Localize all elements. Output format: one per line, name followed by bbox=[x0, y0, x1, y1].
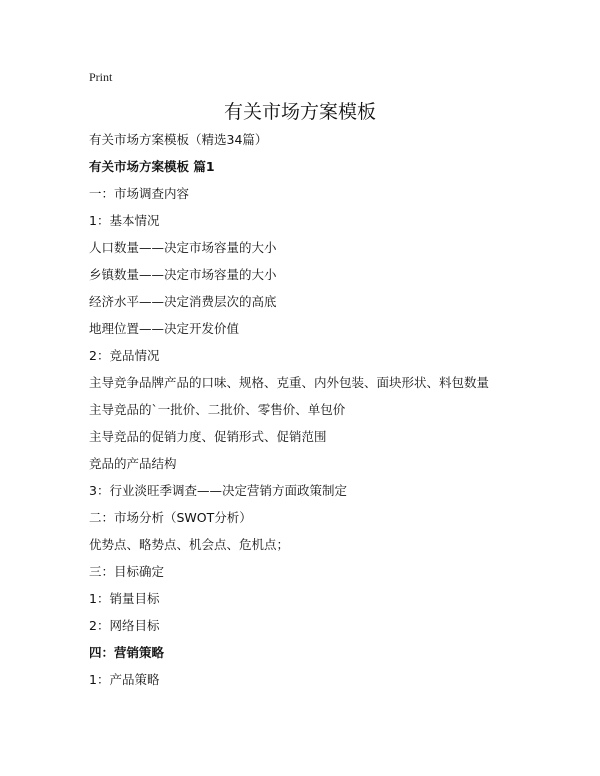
document-title: 有关市场方案模板 bbox=[223, 101, 376, 123]
paragraph-line: 主导竞品的`一批价、二批价、零售价、单包价 bbox=[89, 402, 346, 417]
paragraph-line: 优势点、略势点、机会点、危机点； bbox=[89, 537, 290, 552]
paragraph-line: 竞品的产品结构 bbox=[89, 456, 177, 471]
paragraph-line: 1：基本情况 bbox=[89, 213, 160, 228]
paragraph-line: 一：市场调查内容 bbox=[89, 186, 190, 201]
paragraph-line: 经济水平——决定消费层次的高底 bbox=[89, 294, 277, 309]
paragraph-line: 3：行业淡旺季调查——决定营销方面政策制定 bbox=[89, 483, 347, 498]
paragraph-line: 1：销量目标 bbox=[89, 591, 160, 606]
paragraph-line: 二：市场分析（SWOT分析） bbox=[89, 510, 252, 525]
paragraph-line: 乡镇数量——决定市场容量的大小 bbox=[89, 267, 277, 282]
paragraph-line: 有关市场方案模板（精选34篇） bbox=[89, 132, 268, 147]
paragraph-line: 主导竞争品牌产品的口味、规格、克重、内外包装、面块形状、料包数量 bbox=[89, 375, 490, 390]
document-body bbox=[89, 126, 569, 693]
paragraph-line: 主导竞品的促销力度、促销形式、促销范围 bbox=[89, 429, 327, 444]
section-heading: 四：营销策略 bbox=[89, 645, 165, 660]
print-label: Print bbox=[89, 70, 113, 84]
paragraph-line: 人口数量——决定市场容量的大小 bbox=[89, 240, 277, 255]
paragraph-line: 1：产品策略 bbox=[89, 672, 160, 687]
paragraph-line: 三：目标确定 bbox=[89, 564, 165, 579]
section-heading: 有关市场方案模板 篇1 bbox=[89, 159, 215, 174]
paragraph-line: 2：竞品情况 bbox=[89, 348, 160, 363]
paragraph-line: 2：网络目标 bbox=[89, 618, 160, 633]
paragraph-line: 地理位置——决定开发价值 bbox=[89, 321, 240, 336]
